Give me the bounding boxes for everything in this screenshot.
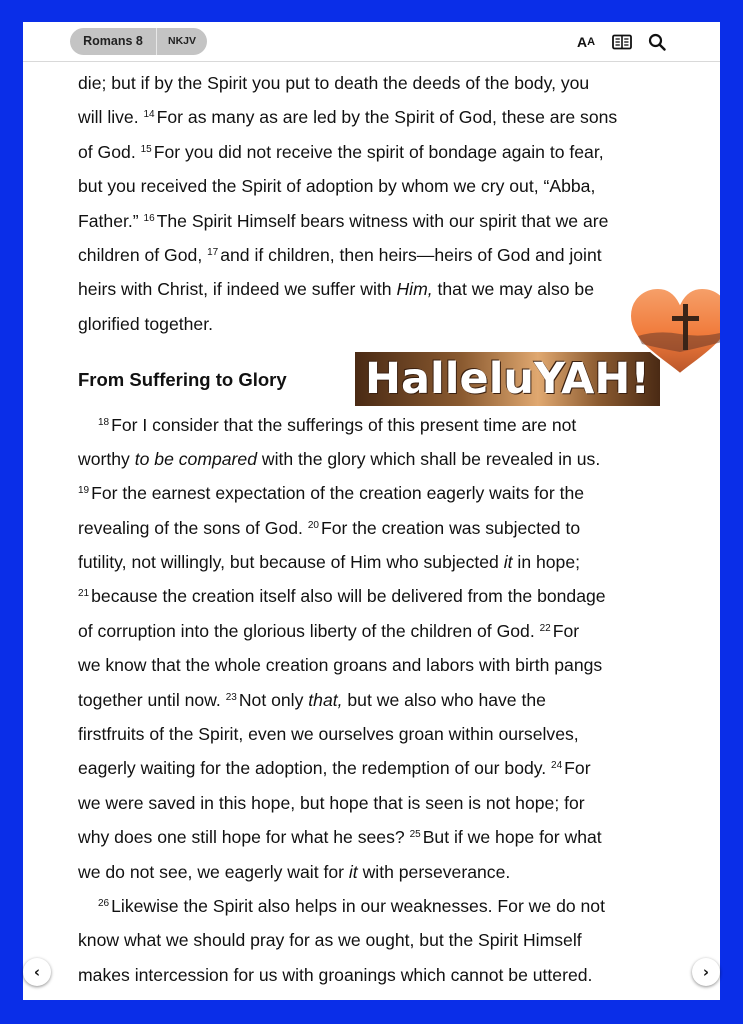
text-span: and if children, then heirs—heirs of God and joint xyxy=(220,244,602,265)
text-span: The Spirit Himself bears witness with our spirit that we are xyxy=(156,210,609,231)
text-line xyxy=(78,135,678,169)
text-span: futility, not willingly, but because of Him who subjected xyxy=(78,552,504,573)
verse-number[interactable]: 20 xyxy=(307,519,319,531)
text-line xyxy=(78,889,678,923)
heart-cross-icon xyxy=(628,286,720,376)
verse-number[interactable]: 22 xyxy=(539,622,551,634)
chevron-left-icon[interactable] xyxy=(23,958,51,986)
text-line xyxy=(78,238,678,272)
text-span: will live. xyxy=(78,107,144,128)
text-size-icon[interactable] xyxy=(573,31,599,53)
text-span: Not only xyxy=(238,689,309,710)
text-line xyxy=(78,717,678,751)
verse-number[interactable]: 17 xyxy=(207,246,219,258)
text-size-small-label: A xyxy=(587,36,596,48)
chevron-right-icon[interactable] xyxy=(692,958,720,986)
text-span-italic: that, xyxy=(308,689,343,710)
text-line xyxy=(78,476,678,510)
text-span: we know that the whole creation groans and labors with birth pangs xyxy=(78,655,603,676)
text-line xyxy=(78,614,678,648)
text-span: but you received the Spirit of adoption by whom we cry out, “Abba, xyxy=(78,176,596,197)
section-heading: From Suffering to Glory xyxy=(78,369,287,391)
text-span: For you did not receive the spirit of bondage again to fear, xyxy=(153,141,604,162)
text-span: worthy xyxy=(78,448,135,469)
text-span: For the creation was subjected to xyxy=(320,517,581,538)
text-span: that we may also be xyxy=(432,279,594,300)
text-span: with perseverance. xyxy=(357,861,511,882)
text-span: For the earnest expectation of the creation eagerly waits for the xyxy=(91,483,585,504)
text-span: why does one still hope for what he sees? xyxy=(78,827,410,848)
text-span: Likewise the Spirit also helps in our weaknesses. For we do not xyxy=(111,895,605,916)
verse-number[interactable]: 26 xyxy=(98,897,110,909)
text-line xyxy=(78,100,678,134)
passage-selector[interactable] xyxy=(70,28,207,55)
prev-chapter-glyph: ‹ xyxy=(33,963,41,981)
text-line xyxy=(78,545,678,579)
text-line xyxy=(78,820,678,854)
verse-number[interactable]: 25 xyxy=(409,829,421,841)
text-line xyxy=(78,66,678,100)
text-line xyxy=(78,169,678,203)
scripture-text xyxy=(78,66,678,992)
text-span: we were saved in this hope, but hope that is seen is not hope; for xyxy=(78,792,585,813)
text-span: with the glory which shall be revealed in us. xyxy=(256,448,601,469)
text-line xyxy=(78,204,678,238)
text-span: of corruption into the glorious liberty of the children of God. xyxy=(78,620,540,641)
verse-number[interactable]: 14 xyxy=(143,109,155,121)
text-line xyxy=(78,648,678,682)
text-span: children of God, xyxy=(78,244,208,265)
top-toolbar xyxy=(23,22,720,62)
text-line xyxy=(78,786,678,820)
text-span: in hope; xyxy=(512,552,581,573)
text-size-big-label: A xyxy=(576,34,588,50)
text-span-italic: Him, xyxy=(396,279,433,300)
verse-number[interactable]: 18 xyxy=(98,416,110,428)
text-line xyxy=(78,511,678,545)
text-line xyxy=(78,855,678,889)
text-line xyxy=(78,408,678,442)
text-line xyxy=(78,272,678,306)
halleluyah-sticker xyxy=(355,352,660,406)
text-span: revealing of the sons of God. xyxy=(78,517,308,538)
text-line xyxy=(78,442,678,476)
book-open-icon[interactable] xyxy=(610,31,634,53)
text-span: glorified together. xyxy=(78,313,213,334)
text-span: makes intercession for us with groanings which cannot be uttered. xyxy=(78,964,593,985)
text-span: For xyxy=(552,620,580,641)
verse-number[interactable]: 16 xyxy=(143,212,155,224)
next-chapter-glyph: › xyxy=(702,963,710,981)
text-span: For as many as are led by the Spirit of God, these are sons xyxy=(156,107,618,128)
text-span-italic: it xyxy=(348,861,358,882)
text-span: But if we hope for what xyxy=(422,827,602,848)
text-span: Father.” xyxy=(78,210,144,231)
book-chapter-button[interactable]: Romans 8 xyxy=(70,28,157,55)
text-line xyxy=(78,683,678,717)
text-line xyxy=(78,958,678,992)
text-span: together until now. xyxy=(78,689,226,710)
text-span: we do not see, we eagerly wait for xyxy=(78,861,349,882)
verse-number[interactable]: 24 xyxy=(551,760,563,772)
text-line xyxy=(78,307,678,341)
text-span: because the creation itself also will be delivered from the bondage xyxy=(91,586,606,607)
text-span: know what we should pray for as we ought, but the Spirit Himself xyxy=(78,930,582,951)
version-button[interactable]: NKJV xyxy=(167,35,196,47)
verse-number[interactable]: 21 xyxy=(78,588,90,600)
search-icon[interactable] xyxy=(646,31,668,53)
sticker-text: HalleluYAH! xyxy=(365,354,650,404)
reader-page xyxy=(23,22,720,1000)
text-span: of God. xyxy=(78,141,141,162)
text-span: For xyxy=(564,758,591,779)
text-span: but we also who have the xyxy=(342,689,546,710)
text-span: die; but if by the Spirit you put to death the deeds of the body, you xyxy=(78,73,590,93)
text-span: eagerly waiting for the adoption, the redemption of our body. xyxy=(78,758,552,779)
text-span: heirs with Christ, if indeed we suffer with xyxy=(78,279,397,300)
text-span: For I consider that the sufferings of this present time are not xyxy=(111,414,577,435)
text-line xyxy=(78,751,678,785)
text-span: firstfruits of the Spirit, even we ourselves groan within ourselves, xyxy=(78,724,579,745)
verse-number[interactable]: 23 xyxy=(225,691,237,703)
verse-number[interactable]: 19 xyxy=(78,485,90,497)
text-span-italic: it xyxy=(503,552,513,573)
verse-number[interactable]: 15 xyxy=(140,143,152,155)
text-line xyxy=(78,923,678,957)
text-line xyxy=(78,579,678,613)
text-span-italic: to be compared xyxy=(134,448,257,469)
